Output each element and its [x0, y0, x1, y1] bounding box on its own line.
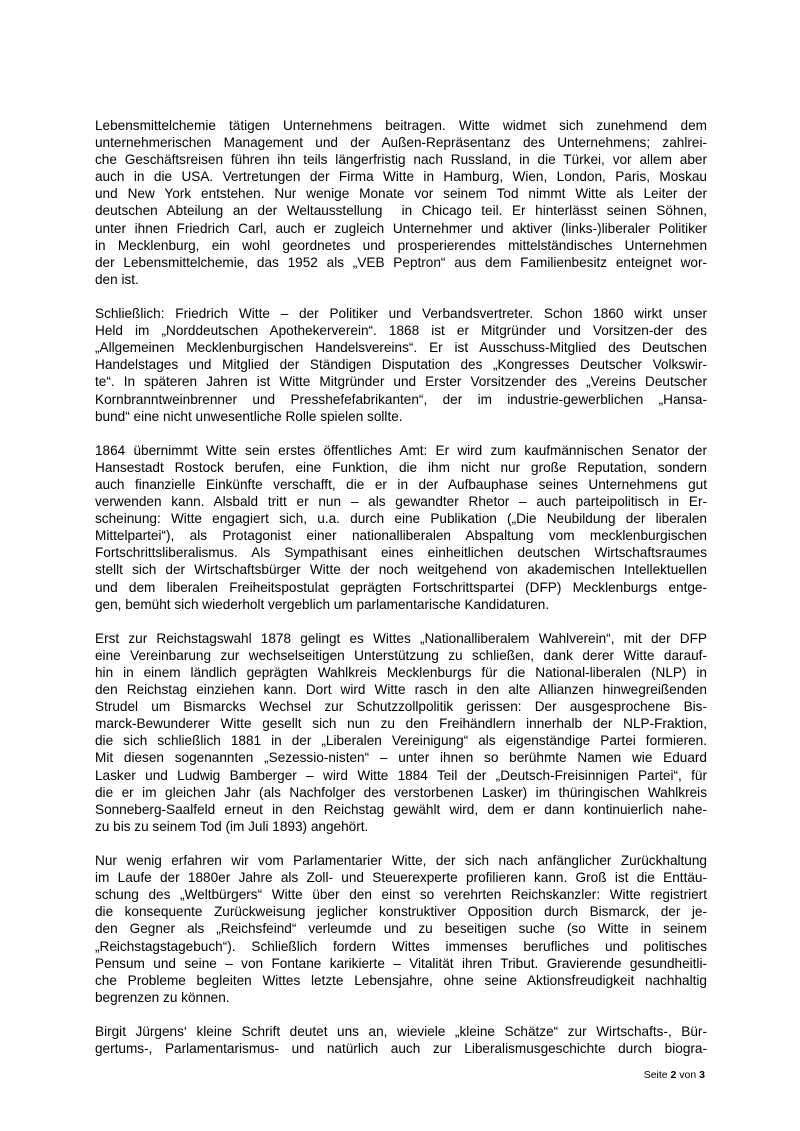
text-line: in Mecklenburg, ein wohl geordnetes und prosperierendes mittelständisches Unternehmen — [95, 237, 707, 253]
paragraph-gap — [95, 288, 707, 305]
text-line: Kornbranntweinbrenner und Presshefefabrikanten“, der im industrie-gewerblichen „Hansa- — [95, 391, 707, 407]
text-line: Fortschrittsliberalismus. Als Sympathisant eines einheitlichen deutschen Wirtschaftsraumes — [95, 545, 707, 561]
text-line: scheinung: Witte engagiert sich, u.a. durch eine Publikation („Die Neubildung der liberalen — [95, 511, 707, 527]
text-line: und New York entstehen. Nur wenige Monate vor seinem Tod nimmt Witte als Leiter der — [95, 186, 707, 202]
text-line: unternehmerischen Management und der Außen-Repräsentanz des Unternehmens; zahlrei- — [95, 135, 707, 151]
text-line: stellt sich der Wirtschaftsbürger Witte der noch weitgehend von akademischen Intellektuellen — [95, 562, 707, 578]
text-line: Schließlich: Friedrich Witte – der Politiker und Verbandsvertreter. Schon 1860 wirkt unser — [95, 306, 707, 322]
text-line: „Allgemeinen Mecklenburgischen Handelsvereins“. Er ist Ausschuss-Mitglied des Deutschen — [95, 340, 707, 356]
text-line: Strudel um Bismarcks Wechsel zur Schutzzollpolitik gerissen: Der ausgesprochene Bis- — [95, 699, 707, 715]
text-line: Lebensmittelchemie tätigen Unternehmens beitragen. Witte widmet sich zunehmend dem — [95, 118, 707, 133]
text-line: verwenden kann. Alsbald tritt er nun – als gewandter Rhetor – auch parteipolitisch in Er- — [95, 494, 707, 510]
text-line: die er im gleichen Jahr (als Nachfolger des verstorbenen Lasker) im thüringischen Wahlkreis — [95, 784, 707, 800]
text-line: gen, bemüht sich wiederholt vergeblich um parlamentarische Kandidaturen. — [95, 596, 550, 612]
paragraph — [95, 305, 707, 425]
text-line: Birgit Jürgens‘ kleine Schrift deutet uns an, wieviele „kleine Schätze“ zur Wirtschafts-, Bür- — [95, 1023, 707, 1039]
text-line: den Reichstag einziehen kann. Dort wird Witte rasch in den alte Allianzen hinwegreißenden — [95, 682, 707, 698]
text-line: marck-Bewunderer Witte gesellt sich nun zu den Freihändlern innerhalb der NLP-Fraktion, — [95, 716, 707, 732]
text-line: Lasker und Ludwig Bamberger – wird Witte 1884 Teil der „Deutsch-Freisinnigen Partei“, für — [95, 767, 707, 783]
footer-separator: von — [676, 1069, 700, 1081]
text-line: die konsequente Zurückweisung jeglicher konstruktiver Opposition durch Bismarck, der je- — [95, 904, 707, 920]
paragraph — [95, 852, 707, 1006]
text-line: che Geschäftsreisen führen ihn teils längerfristig nach Russland, in die Türkei, vor allem aber — [95, 152, 707, 168]
paragraph — [95, 442, 707, 613]
text-line: den ist. — [95, 271, 139, 287]
text-line: „Reichstagstagebuch“). Schließlich fordern Wittes immenses berufliches und politisches — [95, 938, 707, 954]
paragraph-gap — [95, 1006, 707, 1023]
text-line: der Lebensmittelchemie, das 1952 als „VEB Peptron“ aus dem Familienbesitz enteignet wor- — [95, 254, 707, 270]
text-line: hin in einem ländlich geprägten Wahlkreis Mecklenburgs für die National-liberalen (NLP) in — [95, 665, 707, 680]
footer-total-pages: 3 — [699, 1069, 705, 1081]
paragraph — [95, 630, 707, 835]
text-line: im Laufe der 1880er Jahre als Zoll- und Steuerexperte profilieren kann. Groß ist die Enttäu- — [95, 870, 707, 886]
text-line: Pensum und seine – von Fontane karikierte – Vitalität ihren Tribut. Gravierende gesundheitli- — [95, 955, 707, 971]
text-line: 1864 übernimmt Witte sein erstes öffentliches Amt: Er wird zum kaufmännischen Senator der — [95, 442, 707, 458]
text-line: Mit diesen sogenannten „Sezessio-nisten“ – unter ihnen so berühmte Namen wie Eduard — [95, 750, 707, 766]
paragraph-gap — [95, 613, 707, 630]
text-line: Nur wenig erfahren wir vom Parlamentarier Witte, der sich nach anfänglicher Zurückhaltung — [95, 853, 707, 869]
page-footer — [644, 1069, 705, 1081]
text-line: eine Vereinbarung zur wechselseitigen Unterstützung zu schließen, dank derer Witte darauf- — [95, 647, 707, 663]
text-line: gertums-, Parlamentarismus- und natürlich auch zur Liberalismusgeschichte durch biogra- — [95, 1041, 707, 1057]
text-line: schung des „Weltbürgers“ Witte über den einst so verehrten Reichskanzler: Witte registriert — [95, 887, 707, 903]
body-text — [95, 117, 707, 1057]
paragraph — [95, 1023, 707, 1057]
text-line: auch in die USA. Vertretungen der Firma Witte in Hamburg, Wien, London, Paris, Moskau — [95, 169, 707, 185]
footer-current-page: 2 — [670, 1069, 677, 1081]
text-line: deutschen Abteilung an der Weltausstellung in Chicago teil. Er hinterlässt seinen Söhnen, — [95, 203, 707, 219]
text-line: bund“ eine nicht unwesentliche Rolle spielen sollte. — [95, 408, 403, 424]
paragraph — [95, 117, 707, 288]
text-line: te“. In späteren Jahren ist Witte Mitgründer und Erster Vorsitzender des „Vereins Deutscher — [95, 374, 707, 390]
text-line: Sonneberg-Saalfeld erneut in den Reichstag gewählt wird, dem er dann kontinuierlich nahe- — [95, 801, 707, 817]
footer-prefix: Seite — [643, 1069, 671, 1081]
text-line: Mittelpartei“), als Protagonist einer nationalliberalen Abspaltung vom mecklenburgischen — [95, 528, 707, 544]
text-line: unter ihnen Friedrich Carl, auch er zugleich Unternehmer und aktiver (links-)liberaler Politiker — [95, 220, 707, 236]
text-line: auch finanzielle Einkünfte verschafft, die er in der Aufbauphase seines Unternehmens gut — [95, 476, 707, 492]
text-line: und dem liberalen Freiheitspostulat geprägten Fortschrittspartei (DFP) Mecklenburgs entge- — [95, 579, 707, 595]
paragraph-gap — [95, 835, 707, 852]
text-line: Hansestadt Rostock berufen, eine Funktion, die ihm nicht nur große Reputation, sondern — [95, 459, 707, 475]
text-line: begrenzen zu können. — [95, 989, 230, 1005]
text-line: Held im „Norddeutschen Apothekerverein“. 1868 ist er Mitgründer und Vorsitzen-der des — [95, 323, 707, 339]
text-line: Handelstages und Mitglied der Ständigen Disputation des „Kongresses Deutscher Volkswir- — [95, 357, 707, 373]
text-line: den Gegner als „Reichsfeind“ verleumde und zu beseitigen suche (so Witte in seinem — [95, 921, 707, 937]
text-line: che Probleme begleiten Wittes letzte Lebensjahre, ohne seine Aktionsfreudigkeit nachhaltig — [95, 972, 707, 988]
text-line: Erst zur Reichstagswahl 1878 gelingt es Wittes „Nationalliberalem Wahlverein“, mit der DFP — [95, 630, 707, 646]
text-line: zu bis zu seinem Tod (im Juli 1893) angehört. — [95, 818, 369, 834]
text-line: die sich schließlich 1881 in der „Liberalen Vereinigung“ als eigenständige Partei formieren. — [95, 733, 707, 749]
paragraph-gap — [95, 425, 707, 442]
